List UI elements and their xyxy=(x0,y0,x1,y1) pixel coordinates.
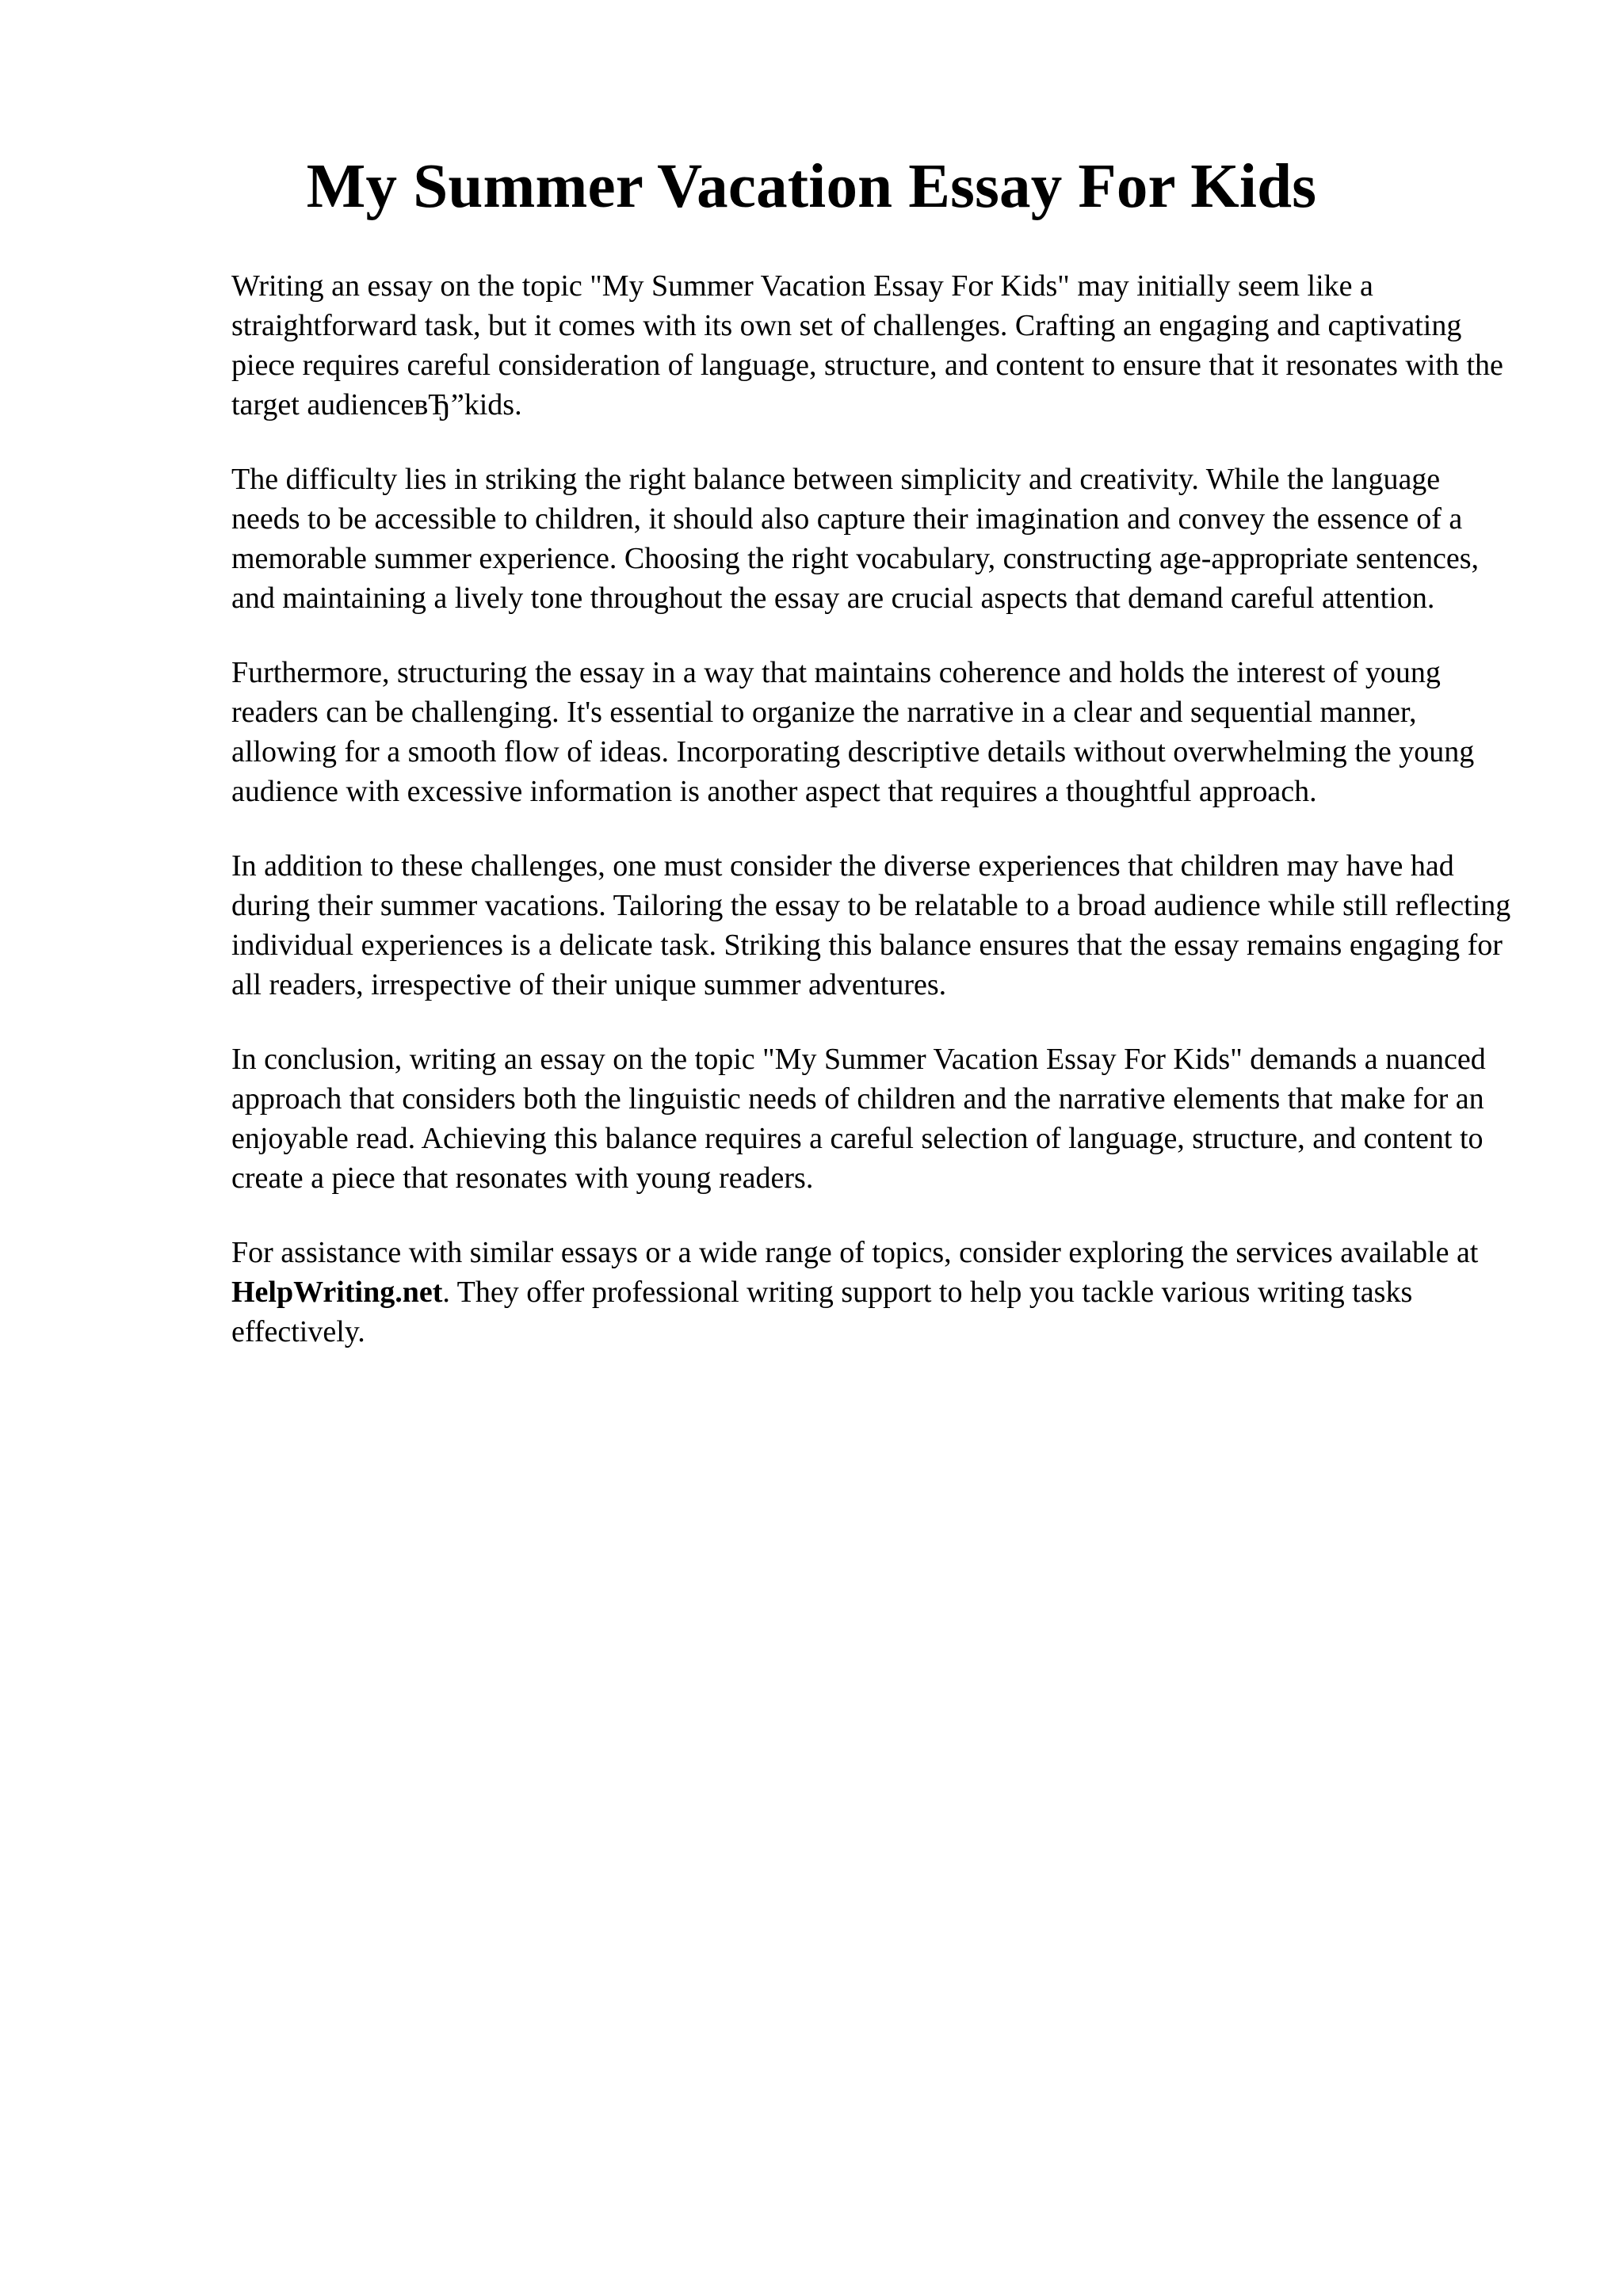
paragraph-intro: Writing an essay on the topic "My Summer Vacation Essay For Kids" may initially seem like a straightforward task, but it comes with its own set of challenges. Crafting an engaging and captivating piece requires careful consideration of language, structure, and content to ensure that it resonates with the target audienceвЂ”kids. xyxy=(231,269,1503,421)
paragraph-diverse-experiences: In addition to these challenges, one must consider the diverse experiences that children may have had during their summer vacations. Tailoring the essay to be relatable to a broad audience while still reflecting individual experiences is a delicate task. Striking this balance ensures that the essay remains engaging for all readers, irrespective of their unique summer adventures. xyxy=(231,849,1511,1001)
paragraph-structure: Furthermore, structuring the essay in a way that maintains coherence and holds the interest of young readers can be challenging. It's essential to organize the narrative in a clear and sequential manner, allowing for a smooth flow of ideas. Incorporating descriptive details without overwhelming the young audience with excessive information is another aspect that requires a thoughtful approach. xyxy=(231,656,1475,808)
paragraph-difficulty: The difficulty lies in striking the right balance between simplicity and creativity. While the language needs to be accessible to children, it should also capture their imagination and convey the essence of a memorable summer experience. Choosing the right vocabulary, constructing age-appropriate sentences, and maintaining a lively tone throughout the essay are crucial aspects that demand careful attention. xyxy=(231,463,1479,615)
closing-text-after-link: . They offer professional writing support to help you tackle various writing tasks effectively. xyxy=(231,1276,1413,1348)
document-body xyxy=(231,266,1515,1386)
helpwriting-link[interactable]: HelpWriting.net xyxy=(231,1276,443,1309)
closing-text-before-link: For assistance with similar essays or a wide range of topics, consider exploring the services available at xyxy=(231,1236,1479,1269)
paragraph-conclusion: In conclusion, writing an essay on the topic "My Summer Vacation Essay For Kids" demands a nuanced approach that considers both the linguistic needs of children and the narrative elements that make for an enjoyable read. Achieving this balance requires a careful selection of language, structure, and content to create a piece that resonates with young readers. xyxy=(231,1043,1486,1195)
paragraph-closing xyxy=(231,1233,1515,1352)
document-title: My Summer Vacation Essay For Kids xyxy=(306,152,1317,221)
